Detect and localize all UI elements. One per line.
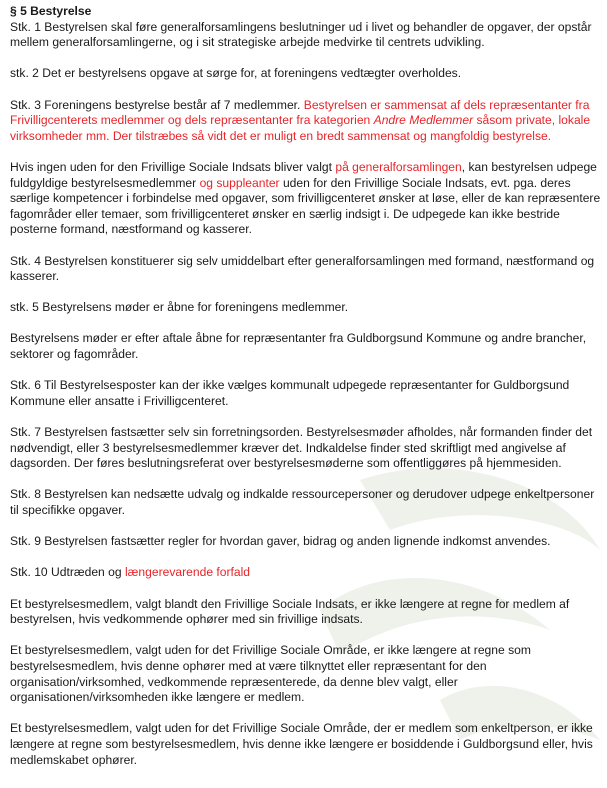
paragraph-stk5: stk. 5 Bestyrelsens møder er åbne for foreningens medlemmer. <box>10 300 349 315</box>
external-text-c: , kan bestyrelsen udpege fuldgyldige bestyrelsesmedlemmer <box>10 159 597 190</box>
paragraph-withdraw-2: Et bestyrelsesmedlem, valgt uden for det Frivillige Sociale Område, er ikke længere at regne som bestyrelsesmedlem, hvis denne ophører med at være tilknyttet eller repræsentant for den organisation/virksomhed, vedkommende repræsenterede, da denne blev valgt, eller organisationen/virksomheden ikke længere er medlem. <box>10 643 531 705</box>
external-red-general-assembly: på generalforsamlingen <box>335 159 462 174</box>
paragraph-stk9: Stk. 9 Bestyrelsen fastsætter regler for hvordan gaver, bidrag og anden lignende indkomst anvendes. <box>10 534 551 549</box>
paragraph-meetings: Bestyrelsens møder er efter aftale åbne for repræsentanter fra Guldborgsund Kommune og andre brancher, sektorer og fagområder. <box>10 331 587 362</box>
stk3-red-italic: Andre Medlemmer <box>373 113 474 128</box>
paragraph-stk10 <box>10 565 602 581</box>
external-text-a: Hvis ingen uden for den Frivillige Sociale Indsats bliver valgt <box>10 159 336 174</box>
paragraph-stk8: Stk. 8 Bestyrelsen kan nedsætte udvalg og indkalde ressourcepersoner og derudover udpege enkeltpersoner til specifikke opgaver. <box>10 487 595 517</box>
section-heading: § 5 Bestyrelse <box>10 4 92 18</box>
paragraph-stk4: Stk. 4 Bestyrelsen konstituerer sig selv umiddelbart efter generalforsamlingen med formand, næstformand og kasserer. <box>10 253 595 284</box>
external-red-substitutes: og suppleanter <box>199 175 280 190</box>
paragraph-external-members <box>10 160 602 238</box>
external-text-e: uden for den Frivillige Sociale Indsats, evt. pga. deres særlige kompetencer i forbindelse med opgaver, som frivilligcenteret ønsker at løse, eller de kan repræsentere fagområder eller temaer, som frivilligcenteret ønsker en særlig indsigt i. De udpegede kan ikke bestride posterne formand, næstformand og kasserer. <box>10 175 601 237</box>
paragraph-withdraw-1: Et bestyrelsesmedlem, valgt blandt den Frivillige Sociale Indsats, er ikke længere at regne for medlem af bestyrelsen, hvis vedkommende ophører med sin frivillige indsats. <box>10 596 570 627</box>
paragraph-stk7: Stk. 7 Bestyrelsen fastsætter selv sin forretningsorden. Bestyrelsesmøder afholdes, når formanden finder det nødvendigt, eller 3 bestyrelsesmedlemmer kræver det. Indkaldelse finder sted skriftligt med angivelse af dagsorden. Der føres beslutningsreferat over bestyrelsesmøderne som offentliggøres på hjemmesiden. <box>10 425 593 471</box>
paragraph-withdraw-3: Et bestyrelsesmedlem, valgt uden for det Frivillige Sociale Område, der er medlem som enkeltperson, er ikke længere at regne som bestyrelsesmedlem, hvis denne ikke længere er bosiddende i Guldborgsund eller, hvis medlemskabet ophører. <box>10 721 593 767</box>
stk3-red-text: Bestyrelsen er sammensat af dels repræsentanter fra Frivilligcenterets medlemmer og dels repræsentanter fra kategorien <box>10 97 590 128</box>
stk10-text: Stk. 10 Udtræden og <box>10 565 125 580</box>
stk10-red-text: længerevarende forfald <box>124 565 251 580</box>
stk3-text: Stk. 3 Foreningens bestyrelse består af 7 medlemmer. <box>10 97 304 112</box>
paragraph-stk2: stk. 2 Det er bestyrelsens opgave at sørge for, at foreningens vedtægter overholdes. <box>10 66 462 81</box>
stk3-red-text-end: såsom private, lokale virksomheder mm. Der tilstræbes så vidt det er muligt en bredt sammensat og mangfoldig bestyrelse. <box>10 113 591 143</box>
paragraph-stk3 <box>10 98 602 145</box>
paragraph-stk6: Stk. 6 Til Bestyrelsesposter kan der ikke vælges kommunalt udpegede repræsentanter for Guldborgsund Kommune eller ansatte i Frivilligcenteret. <box>10 378 570 408</box>
document-body <box>10 4 602 768</box>
paragraph-stk1: Stk. 1 Bestyrelsen skal føre generalforsamlingens beslutninger ud i livet og behandler de opgaver, der opstår mellem generalforsamlingerne, og i sit strategiske arbejde medvirke til centrets udvikling. <box>10 19 592 50</box>
